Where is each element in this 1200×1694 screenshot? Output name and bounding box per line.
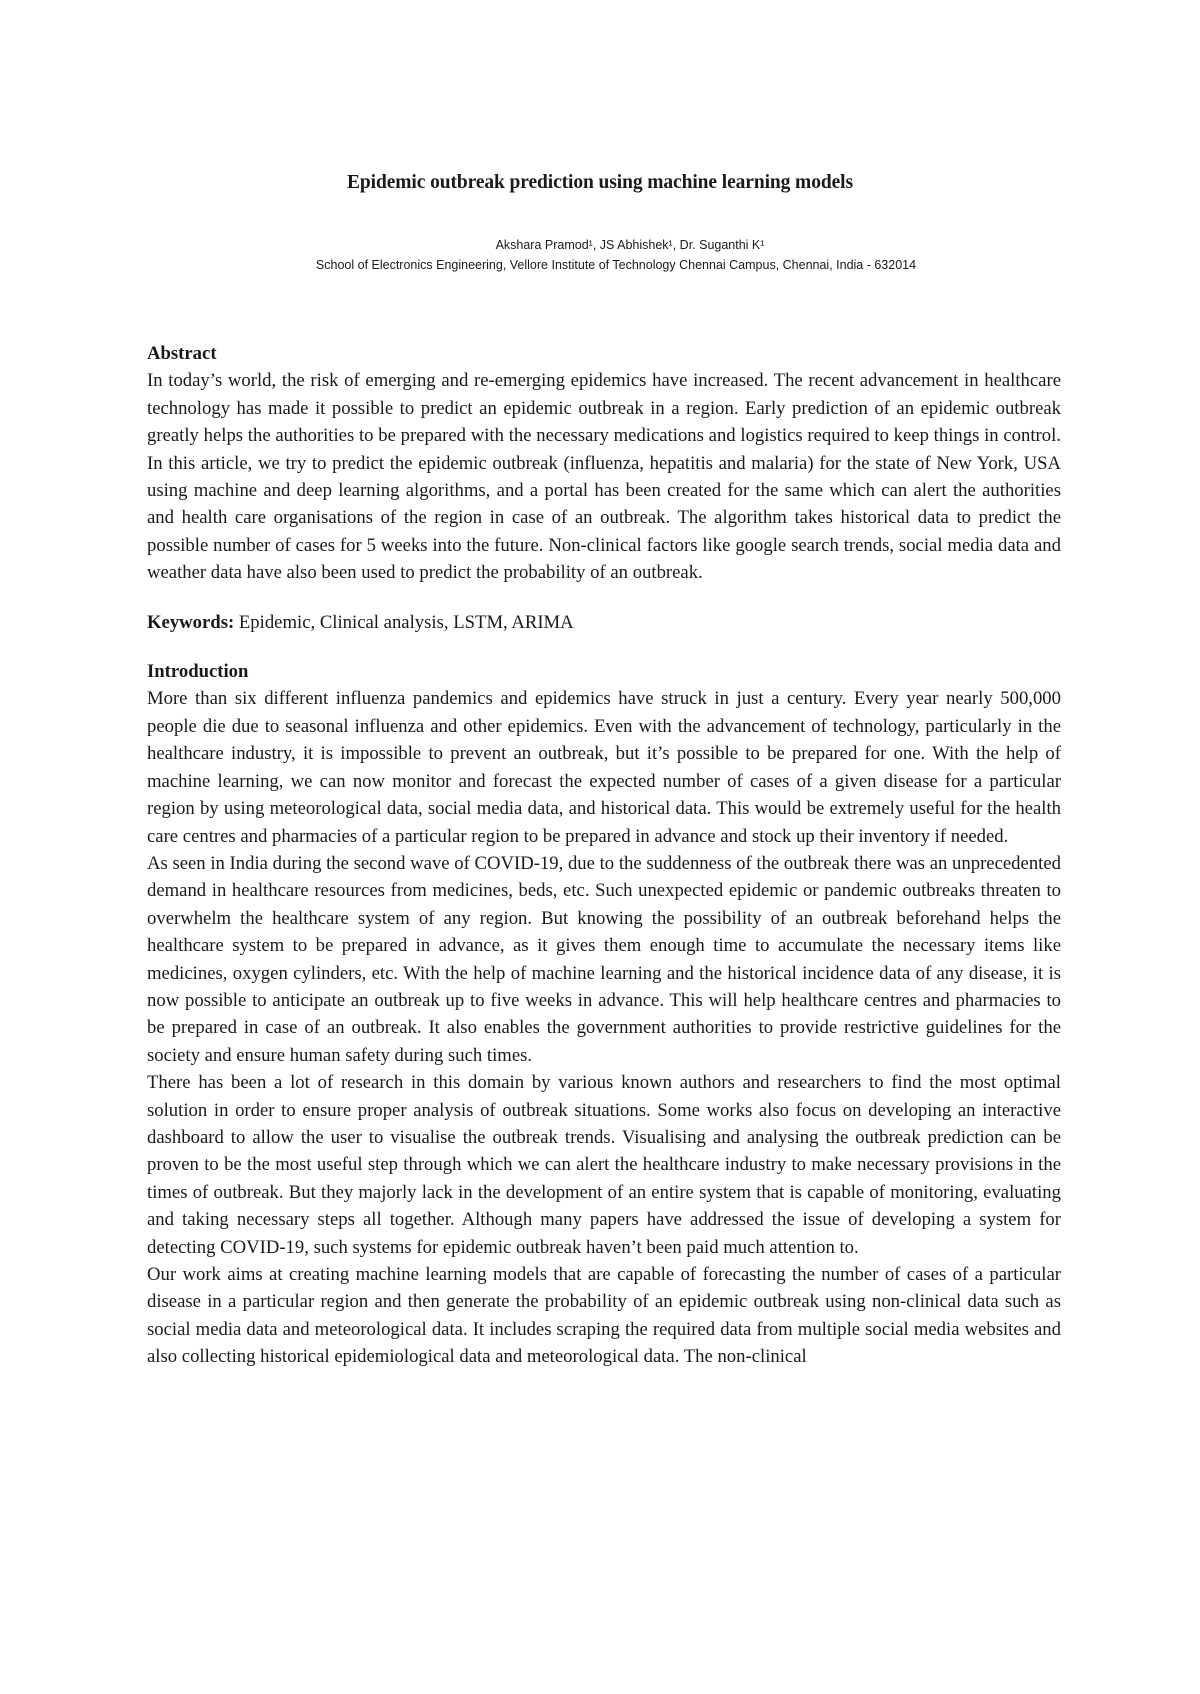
keywords-label: Keywords: [147,611,235,633]
paper-title: Epidemic outbreak prediction using machine learning models [347,172,853,193]
abstract-heading: Abstract [147,343,217,364]
abstract-text: In today’s world, the risk of emerging and re-emerging epidemics have increased. The recent advancement in healthcare technology has made it possible to predict an epidemic outbreak in a region. Early prediction of an epidemic outbreak greatly helps the authorities to be prepared with the necessary medications and logistics required to keep things in control. In this article, we try to predict the epidemic outbreak (influenza, hepatitis and malaria) for the state of New York, USA using machine and deep learning algorithms, and a portal has been created for the same which can alert the authorities and health care organisations of the region in case of an outbreak. The algorithm takes historical data to predict the possible number of cases for 5 weeks into the future. Non-clinical factors like google search trends, social media data and weather data have also been used to predict the probability of an outbreak. [147,370,1061,584]
intro-paragraph: Our work aims at creating machine learning models that are capable of forecasting the number of cases of a particular disease in a particular region and then generate the probability of an epidemic outbreak using non-clinical data such as social media data and meteorological data. It includes scraping the required data from multiple social media websites and also collecting historical epidemiological data and meteorological data. The non-clinical [147,1264,1061,1368]
intro-paragraph: As seen in India during the second wave of COVID-19, due to the suddenness of the outbreak there was an unprecedented demand in healthcare resources from medicines, beds, etc. Such unexpected epidemic or pandemic outbreaks threaten to overwhelm the healthcare system of any region. But knowing the possibility of an outbreak beforehand helps the healthcare system to be prepared in advance, as it gives them enough time to accumulate the necessary items like medicines, oxygen cylinders, etc. With the help of machine learning and the historical incidence data of any disease, it is now possible to anticipate an outbreak up to five weeks in advance. This will help healthcare centres and pharmacies to be prepared in case of an outbreak. It also enables the government authorities to provide restrictive guidelines for the society and ensure human safety during such times. [147,852,1061,1066]
intro-paragraph: More than six different influenza pandemics and epidemics have struck in just a century. Every year nearly 500,000 people die due to seasonal influenza and other epidemics. Even with the advancement of technology, particularly in the healthcare industry, it is impossible to prevent an outbreak, but it’s possible to be prepared for one. With the help of machine learning, we can now monitor and forecast the expected number of cases of a given disease for a particular region by using meteorological data, social media data, and historical data. This would be extremely useful for the health care centres and pharmacies of a particular region to be prepared in advance and stock up their inventory if needed. [147,688,1061,847]
paper-body [147,340,1061,1371]
author-names: Akshara Pramod¹, JS Abhishek¹, Dr. Suganthi K¹ [495,238,765,252]
introduction-heading: Introduction [147,661,249,683]
section-gap [147,587,1061,609]
intro-paragraph: There has been a lot of research in this domain by various known authors and researchers to find the most optimal solution in order to ensure proper analysis of outbreak situations. Some works also focus on developing an interactive dashboard to allow the user to visualise the outbreak trends. Visualising and analysing the outbreak prediction can be proven to be the most useful step through which we can alert the healthcare industry to make necessary provisions in the times of outbreak. But they majorly lack in the development of an entire system that is capable of monitoring, evaluating and taking necessary steps all together. Although many papers have addressed the issue of developing a system for detecting COVID-19, such systems for epidemic outbreak haven’t been paid much attention to. [147,1072,1061,1258]
keywords-line [147,609,1061,636]
author-affiliation: School of Electronics Engineering, Vellore Institute of Technology Chennai Campus, Chennai, India - 632014 [315,258,917,272]
keywords-text: Epidemic, Clinical analysis, LSTM, ARIMA [234,611,574,633]
section-gap [147,636,1061,658]
author-block [0,235,1200,275]
